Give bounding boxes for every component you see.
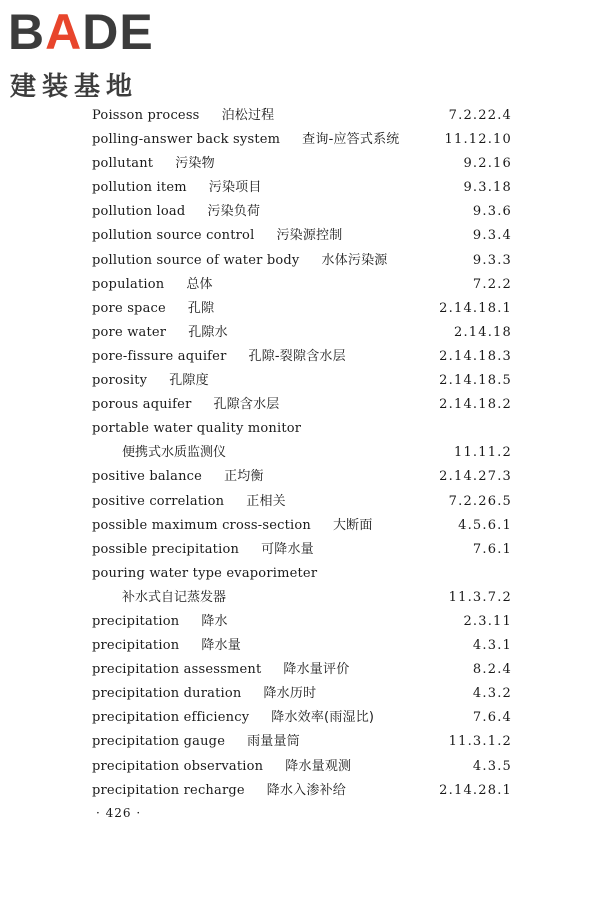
- term: [92, 634, 241, 658]
- chinese-term: 孔隙-裂隙含水层: [248, 348, 346, 364]
- english-term: pore-fissure aquifer: [92, 348, 227, 364]
- section-number: 9.3.6: [472, 204, 512, 220]
- section-number: 11.3.7.2: [448, 589, 512, 605]
- chinese-term: 泊松过程: [221, 108, 275, 123]
- logo-subtitle: 建装基地: [10, 72, 139, 102]
- term: [92, 393, 280, 417]
- term: [92, 369, 209, 393]
- chinese-term: 降水效率(雨湿比): [271, 710, 375, 726]
- section-number: 11.3.1.2: [448, 734, 512, 750]
- section-number: 7.6.1: [472, 541, 512, 557]
- term: [92, 465, 264, 489]
- glossary-row: [0, 273, 600, 297]
- english-term: precipitation: [92, 638, 180, 654]
- term: [92, 730, 300, 754]
- term: [92, 200, 260, 224]
- glossary-row: [0, 297, 600, 321]
- logo-letter-b: B: [8, 4, 46, 60]
- term: [92, 273, 213, 297]
- section-number: 2.14.18.5: [439, 373, 512, 389]
- logo-letter-d: D: [82, 4, 120, 60]
- chinese-term: 污染负荷: [207, 204, 261, 220]
- section-number: 7.2.26.5: [448, 493, 512, 509]
- glossary-row: [0, 658, 600, 682]
- section-number: 9.3.18: [463, 180, 512, 196]
- section-number: 4.3.5: [472, 758, 512, 774]
- section-number: 2.3.11: [463, 613, 512, 629]
- chinese-term: 雨量量筒: [247, 734, 300, 750]
- chinese-term: 正相关: [246, 493, 286, 509]
- section-number: 2.14.18.3: [439, 348, 512, 364]
- chinese-term: 水体污染源: [321, 252, 388, 268]
- chinese-term: 查询-应答式系统: [302, 132, 400, 148]
- term: [92, 682, 316, 706]
- section-number: 4.5.6.1: [458, 517, 512, 533]
- section-number: 11.11.2: [453, 445, 512, 461]
- chinese-term: 降水量: [201, 638, 241, 654]
- english-term: porous aquifer: [92, 397, 192, 413]
- glossary-row: [0, 393, 600, 417]
- term: [92, 538, 314, 562]
- section-number: 4.3.2: [472, 686, 512, 702]
- section-number: 4.3.1: [472, 638, 512, 654]
- glossary-row: [0, 514, 600, 538]
- english-term: pollution item: [92, 180, 187, 196]
- bade-logo: [8, 4, 178, 102]
- english-term: precipitation observation: [92, 758, 264, 774]
- english-term: pore water: [92, 324, 167, 340]
- english-term: population: [92, 276, 165, 292]
- glossary-row: [0, 441, 600, 465]
- logo-wordmark: [8, 6, 154, 58]
- chinese-term: 孔隙水: [188, 324, 228, 340]
- term: [92, 321, 228, 345]
- english-term: pollution source of water body: [92, 252, 300, 268]
- english-term: pollution source control: [92, 228, 255, 244]
- term: [92, 490, 286, 514]
- chinese-term: 降水: [201, 613, 228, 629]
- term: [92, 249, 387, 273]
- term: [92, 562, 317, 586]
- section-number: 7.6.4: [472, 710, 512, 726]
- section-number: 7.2.22.4: [448, 108, 512, 123]
- section-number: 2.14.27.3: [439, 469, 512, 485]
- section-number: 8.2.4: [472, 662, 512, 678]
- term: [92, 176, 262, 200]
- chinese-term: 补水式自记蒸发器: [122, 589, 227, 605]
- chinese-term: 污染源控制: [276, 228, 343, 244]
- glossary-row: [0, 417, 600, 441]
- glossary-row: [0, 176, 600, 200]
- english-term: polling-answer back system: [92, 132, 281, 148]
- chinese-term: 正均衡: [224, 469, 264, 485]
- glossary-row: [0, 249, 600, 273]
- term: [92, 779, 346, 803]
- english-term: porosity: [92, 373, 148, 389]
- english-term: possible precipitation: [92, 541, 240, 557]
- english-term: pouring water type evaporimeter: [92, 565, 318, 581]
- glossary-row: [0, 128, 600, 152]
- english-term: precipitation recharge: [92, 782, 245, 798]
- glossary-row: [0, 369, 600, 393]
- section-number: 11.12.10: [444, 132, 512, 148]
- chinese-term: 污染项目: [208, 180, 262, 196]
- chinese-term: 污染物: [175, 156, 215, 172]
- english-term: possible maximum cross-section: [92, 517, 311, 533]
- chinese-term: 降水历时: [263, 686, 317, 702]
- glossary-row: [0, 152, 600, 176]
- english-term: precipitation: [92, 613, 180, 629]
- chinese-term: 降水入渗补给: [266, 782, 346, 798]
- english-term: pore space: [92, 300, 166, 316]
- term: [92, 104, 274, 128]
- english-term: pollution load: [92, 204, 186, 220]
- term: [92, 610, 228, 634]
- section-number: 9.3.4: [472, 228, 512, 244]
- glossary-row: [0, 779, 600, 803]
- glossary-row: [0, 634, 600, 658]
- english-term: portable water quality monitor: [92, 421, 302, 437]
- glossary-row: [0, 682, 600, 706]
- english-term: precipitation gauge: [92, 734, 226, 750]
- term: [92, 152, 215, 176]
- term: [92, 514, 373, 538]
- glossary-row: [0, 200, 600, 224]
- english-term: positive balance: [92, 469, 203, 485]
- glossary-row: [0, 610, 600, 634]
- logo-letter-a: A: [45, 4, 83, 60]
- glossary-row: [0, 538, 600, 562]
- term: [92, 755, 351, 779]
- glossary-row: [0, 490, 600, 514]
- glossary-row: [0, 586, 600, 610]
- glossary-row: [0, 321, 600, 345]
- chinese-term: 便携式水质监测仪: [122, 445, 227, 461]
- glossary-row: [0, 345, 600, 369]
- chinese-term: 降水量评价: [283, 662, 350, 678]
- glossary-row: [0, 730, 600, 754]
- chinese-term: 降水量观测: [285, 758, 352, 774]
- chinese-term: 孔隙含水层: [213, 397, 280, 413]
- glossary-row: [0, 465, 600, 489]
- chinese-term: 总体: [186, 276, 213, 292]
- chinese-term: 可降水量: [261, 541, 314, 557]
- chinese-term: 大断面: [332, 517, 373, 533]
- chinese-term: 孔隙: [187, 300, 215, 316]
- term: [92, 128, 399, 152]
- page-number: · 426 ·: [96, 806, 142, 820]
- logo-letter-e: E: [119, 4, 154, 60]
- section-number: 2.14.18.1: [439, 300, 512, 316]
- term: [92, 345, 346, 369]
- section-number: 9.2.16: [463, 156, 512, 172]
- english-term: precipitation efficiency: [92, 710, 250, 726]
- english-term: positive correlation: [92, 493, 225, 509]
- section-number: 7.2.2: [472, 276, 512, 292]
- term: [92, 297, 214, 321]
- glossary-row: [0, 224, 600, 248]
- glossary-row: [0, 104, 600, 128]
- english-term: precipitation duration: [92, 686, 242, 702]
- section-number: 2.14.18.2: [439, 397, 512, 413]
- glossary-entries: [0, 104, 600, 803]
- section-number: 9.3.3: [472, 252, 512, 268]
- glossary-row: [0, 562, 600, 586]
- term: [92, 417, 301, 441]
- chinese-term: 孔隙度: [169, 373, 209, 389]
- english-term: pollutant: [92, 156, 154, 172]
- term: [92, 224, 342, 248]
- section-number: 2.14.18: [453, 324, 512, 340]
- term: [92, 706, 374, 730]
- term: [92, 658, 349, 682]
- english-term: precipitation assessment: [92, 662, 262, 678]
- glossary-row: [0, 706, 600, 730]
- glossary-row: [0, 755, 600, 779]
- section-number: 2.14.28.1: [439, 782, 512, 798]
- english-term: Poisson process: [92, 108, 200, 123]
